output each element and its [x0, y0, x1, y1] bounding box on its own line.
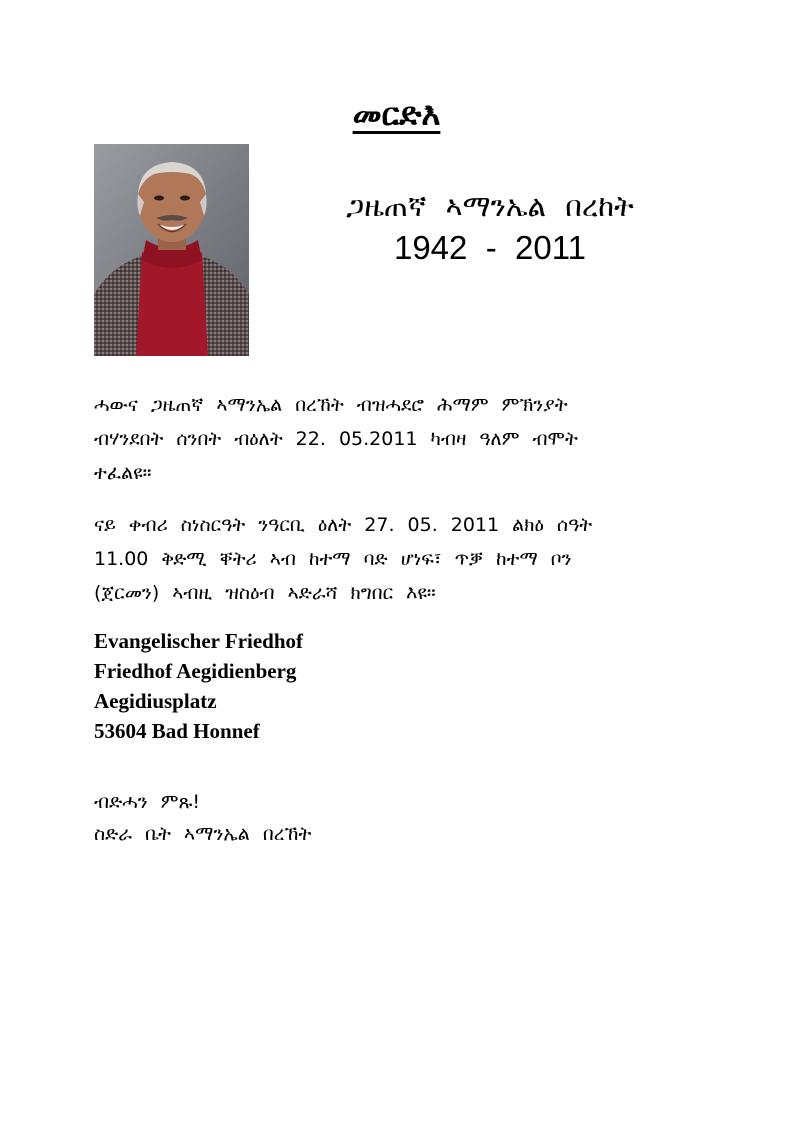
- paragraph-line: 11.00 ቅድሚ ቐትሪ ኣብ ከተማ ባድ ሆነፍ፣ ጥቓ ከተማ ቦን: [94, 548, 572, 570]
- notice-heading: [0, 92, 793, 136]
- life-years: 1942 - 2011: [393, 229, 587, 266]
- name-block: [290, 186, 690, 270]
- address-line: Aegidiusplatz: [94, 689, 217, 713]
- closing-signature: [94, 786, 311, 850]
- paragraph-line: ናይ ቀብሪ ስነስርዓት ንዓርቢ ዕለት 27. 05. 2011 ልክዕ ሰዓት: [94, 514, 593, 536]
- cemetery-address: [94, 626, 303, 746]
- paragraph-line: ተፈልዩ።: [94, 462, 152, 484]
- address-line: Friedhof Aegidienberg: [94, 659, 297, 683]
- funeral-details-paragraph: [94, 508, 714, 610]
- address-line: Evangelischer Friedhof: [94, 629, 304, 653]
- paragraph-line: ብሃንደበት ሰንበት ብዕለት 22. 05.2011 ካብዛ ዓለም ብሞት: [94, 428, 578, 450]
- paragraph-line: ሓውና ጋዜጠኛ ኣማንኤል በረኸት ብዝሓደሮ ሕማም ምኽንያት: [94, 394, 568, 416]
- notice-heading-text: መርድእ: [352, 95, 441, 133]
- deceased-name: ጋዜጠኛ ኣማንኤል በረከት: [346, 189, 634, 223]
- paragraph-line: (ጀርመን) ኣብዚ ዝስዕብ ኣድራሻ ክግበር እዩ።: [94, 582, 436, 604]
- death-announcement-paragraph: [94, 388, 714, 490]
- signature-line: ስድራ ቤት ኣማንኤል በረኸት: [94, 823, 312, 845]
- address-line: 53604 Bad Honnef: [94, 719, 260, 743]
- portrait-photo: [94, 144, 249, 356]
- closing-line: ብድሓን ምጹ!: [94, 791, 201, 813]
- portrait-illustration: [94, 144, 249, 356]
